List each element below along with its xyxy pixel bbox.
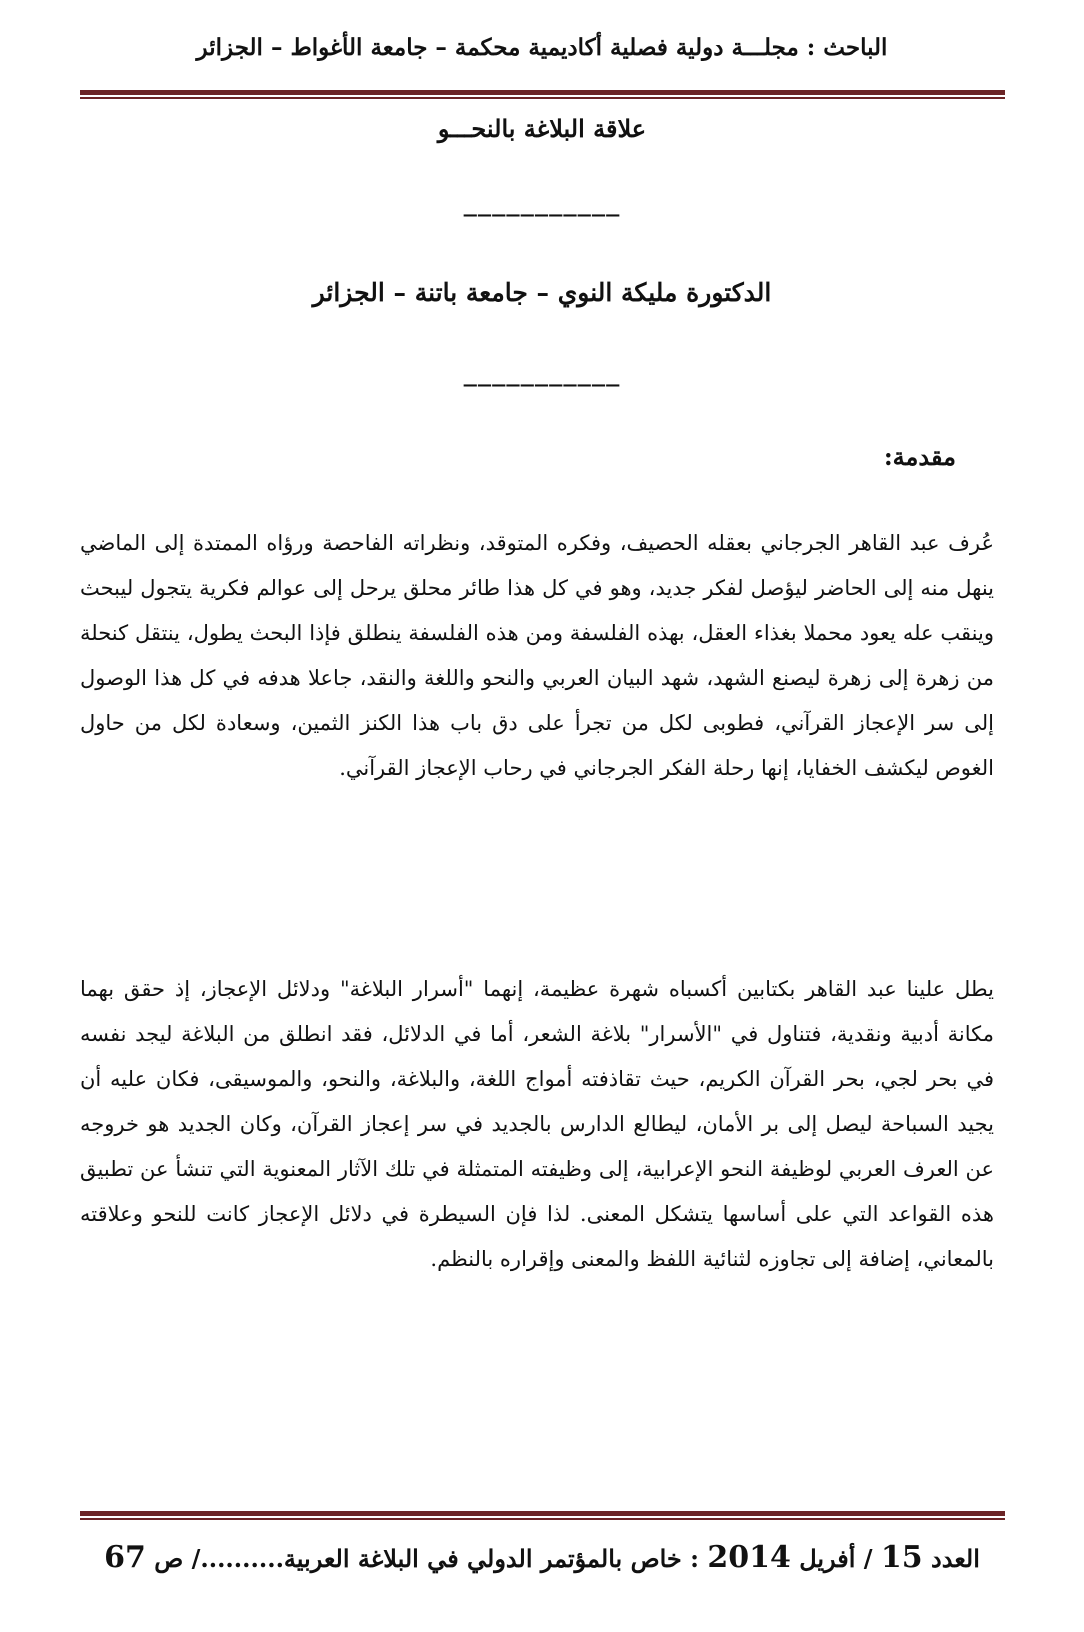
- footer-rule-thin: [80, 1518, 1005, 1520]
- body-paragraph-2: يطل علينا عبد القاهر بكتابين أكسباه شهرة عظيمة، إنهما "أسرار البلاغة" ودلائل الإعجاز، إذ حقق بهما مكانة أدبية ونقدية، فتناول في "الأسرار" بلاغة الشعر، أما في الدلائل، فقد انطلق من البلاغة ليجد نفسه في بحر لجي، بحر القرآن الكريم، حيث تقاذفته أمواج اللغة، والبلاغة، والنحو، والموسيقى، فكان عليه أن يجيد السباحة ليصل إلى بر الأمان، ليطالع الدارس بالجديد في سر إعجاز القرآن، وكان الجديد هو خروجه عن العرف العربي لوظيفة النحو الإعرابية، إلى وظيفته المتمثلة في تلك الآثار المعنوية التي تنشأ عن تطبيق هذه القواعد التي على أساسها يتشكل المعنى. لذا فإن السيطرة في دلائل الإعجاز كانت للنحو وعلاقته بالمعاني، إضافة إلى تجاوزه لثنائية اللفظ والمعنى وإقراره بالنظم.: [80, 977, 994, 1271]
- footer-month: أفريل: [799, 1544, 856, 1573]
- footer-issue-number: 15: [880, 1540, 923, 1575]
- footer-rule-thick: [80, 1511, 1005, 1516]
- footer-rule: [80, 1511, 1005, 1521]
- body-paragraph-1: عُرف عبد القاهر الجرجاني بعقله الحصيف، وفكره المتوقد، ونظراته الفاحصة ورؤاه الممتدة إلى الماضي ينهل منه إلى الحاضر ليؤصل لفكر جديد، وهو في كل هذا طائر محلق يرحل إلى عوالم فكرية يتجول ليبحث وينقب عله يعود محملا بغذاء العقل، بهذه الفلسفة ومن هذه الفلسفة ينطلق فإذا البحث يطول، ينتقل كنحلة من زهرة إلى زهرة ليصنع الشهد، شهد البيان العربي والنحو واللغة والنقد، جاعلا هدفه في كل هذا الوصول إلى سر الإعجاز القرآني، فطوبى لكل من تجرأ على دق باب هذا الكنز الثمين، وسعادة لكل من حاول الغوص ليكشف الخفايا، إنها رحلة الفكر الجرجاني في رحاب الإعجاز القرآني.: [80, 531, 994, 780]
- footer-special-text: : خاص بالمؤتمر الدولي في البلاغة العربية........../ ص: [145, 1544, 708, 1573]
- footer-page-number: 67: [104, 1540, 146, 1575]
- article-title: علاقة البلاغة بالنحـــو: [437, 114, 647, 143]
- running-header: الباحث : مجلـــة دولية فصلية أكاديمية محكمة – جامعة الأغواط – الجزائر: [196, 34, 888, 61]
- section-heading: مقدمة:: [883, 442, 956, 471]
- author-line: الدكتورة مليكة النوي – جامعة باتنة – الجزائر: [312, 278, 772, 307]
- footer-slash: /: [855, 1544, 881, 1573]
- footer-issue-label: العدد: [931, 1544, 980, 1573]
- header-rule-thick: [80, 90, 1005, 95]
- footer: [80, 1540, 1004, 1575]
- header-rule-thin: [80, 97, 1005, 99]
- header-rule: [80, 90, 1005, 100]
- separator-line-1: ___________: [463, 192, 621, 217]
- separator-line-2: ___________: [463, 362, 621, 387]
- footer-year: 2014: [707, 1540, 791, 1575]
